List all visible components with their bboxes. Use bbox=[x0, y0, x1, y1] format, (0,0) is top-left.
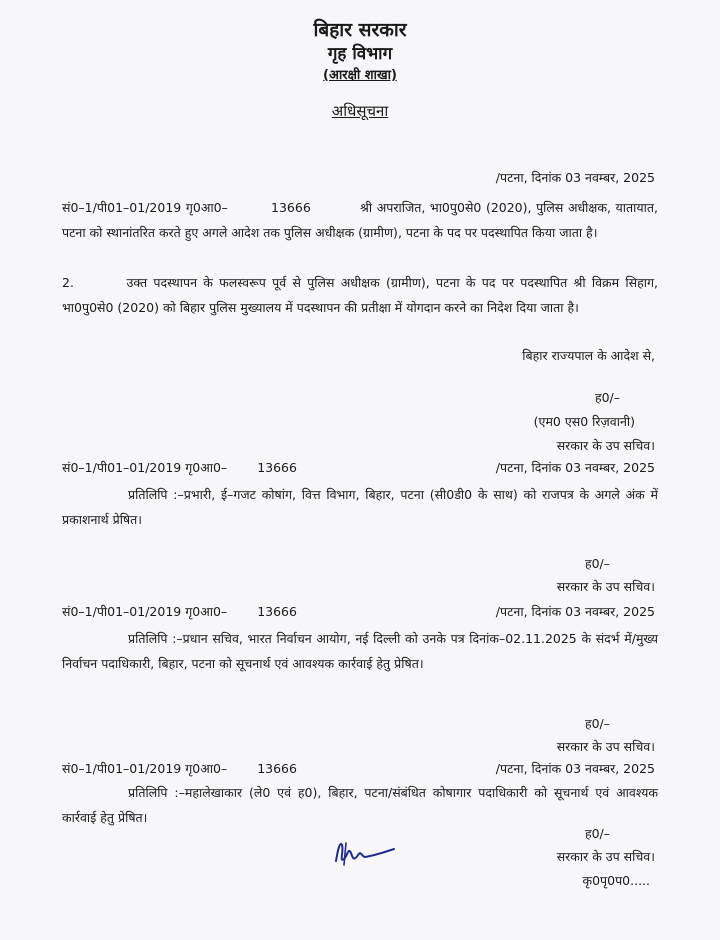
copy-signed: ह0/– bbox=[584, 556, 610, 571]
order-paragraph-1 bbox=[62, 195, 658, 245]
copy-signed: ह0/– bbox=[584, 716, 610, 731]
copy-number: 13666 bbox=[257, 761, 297, 776]
copy-text: प्रतिलिपि :–प्रभारी, ई–गजट कोषांग, वित्त विभाग, बिहार, पटना (सी0डी0 के साथ) को राजपत्र के अगले अंक में प्रकाशनार्थ प्रेषित। bbox=[62, 487, 658, 527]
copy-date: /पटना, दिनांक 03 नवम्बर, 2025 bbox=[495, 604, 655, 619]
copy-text: प्रतिलिपि :–महालेखाकार (ले0 एवं ह0), बिहार, पटना/संबंधित कोषागार पदाधिकारी को सूचनार्थ एवं आवश्यक कार्रवाई हेतु प्रेषित। bbox=[62, 785, 658, 825]
copy-title: सरकार के उप सचिव। bbox=[556, 849, 655, 864]
copy-title: सरकार के उप सचिव। bbox=[556, 739, 655, 754]
section-name: (आरक्षी शाखा) bbox=[323, 68, 397, 83]
signatory-title: सरकार के उप सचिव। bbox=[556, 438, 655, 453]
copy-ref-line bbox=[62, 456, 297, 480]
order-text-2: उक्त पदस्थापन के फलस्वरूप पूर्व से पुलिस अधीक्षक (ग्रामीण), पटना के पद पर पदस्थापित श्री विक्रम सिहाग, भा0पु0से0 (2020) को बिहार पुलिस मुख्यालय में पदस्थापन की प्रतीक्षा में योगदान करने का निदेश दिया जाता है। bbox=[62, 275, 658, 315]
copy-number: 13666 bbox=[257, 604, 297, 619]
copy-title: सरकार के उप सचिव। bbox=[556, 579, 655, 594]
copy-ref-line bbox=[62, 757, 297, 781]
document-type: अधिसूचना bbox=[331, 102, 389, 120]
handwritten-signature bbox=[330, 835, 400, 869]
para2-number: 2. bbox=[62, 275, 74, 290]
copy-text: प्रतिलिपि :–प्रधान सचिव, भारत निर्वाचन आयोग, नई दिल्ली को उनके पत्र दिनांक–02.11.2025 के संदर्भ में/मुख्य निर्वाचन पदाधिकारी, बिहार, पटना को सूचनार्थ एवं आवश्यक कार्रवाई हेतु प्रेषित। bbox=[62, 631, 658, 671]
letterhead bbox=[0, 0, 720, 122]
copy-ref-line bbox=[62, 600, 297, 624]
copy-date: /पटना, दिनांक 03 नवम्बर, 2025 bbox=[495, 460, 655, 475]
signed-mark: ह0/– bbox=[594, 390, 620, 405]
copy-ref: सं0–1/पी01–01/2019 गृ0आ0– bbox=[62, 460, 228, 475]
copy-number: 13666 bbox=[257, 460, 297, 475]
copy-date: /पटना, दिनांक 03 नवम्बर, 2025 bbox=[495, 761, 655, 776]
issue-date: /पटना, दिनांक 03 नवम्बर, 2025 bbox=[495, 170, 655, 185]
order-number: 13666 bbox=[271, 200, 311, 215]
page-turn-note: कृ0पृ0प0..... bbox=[582, 873, 650, 888]
department-name: गृह विभाग bbox=[327, 44, 393, 64]
copy-signed: ह0/– bbox=[584, 826, 610, 841]
order-paragraph-2 bbox=[62, 270, 658, 320]
order-text-1: श्री अपराजित, भा0पु0से0 (2020), पुलिस अधीक्षक, यातायात, पटना को स्थानांतरित करते हुए अगले आदेश तक पुलिस अधीक्षक (ग्रामीण), पटना के पद पर पदस्थापित किया जाता है। bbox=[62, 200, 658, 240]
government-name: बिहार सरकार bbox=[313, 19, 407, 41]
order-ref: सं0–1/पी01–01/2019 गृ0आ0– bbox=[62, 200, 228, 215]
copy-ref: सं0–1/पी01–01/2019 गृ0आ0– bbox=[62, 604, 228, 619]
copy-ref: सं0–1/पी01–01/2019 गृ0आ0– bbox=[62, 761, 228, 776]
signatory-name: (एम0 एस0 रिज़वानी) bbox=[533, 414, 635, 429]
by-order-line: बिहार राज्यपाल के आदेश से, bbox=[522, 348, 655, 363]
